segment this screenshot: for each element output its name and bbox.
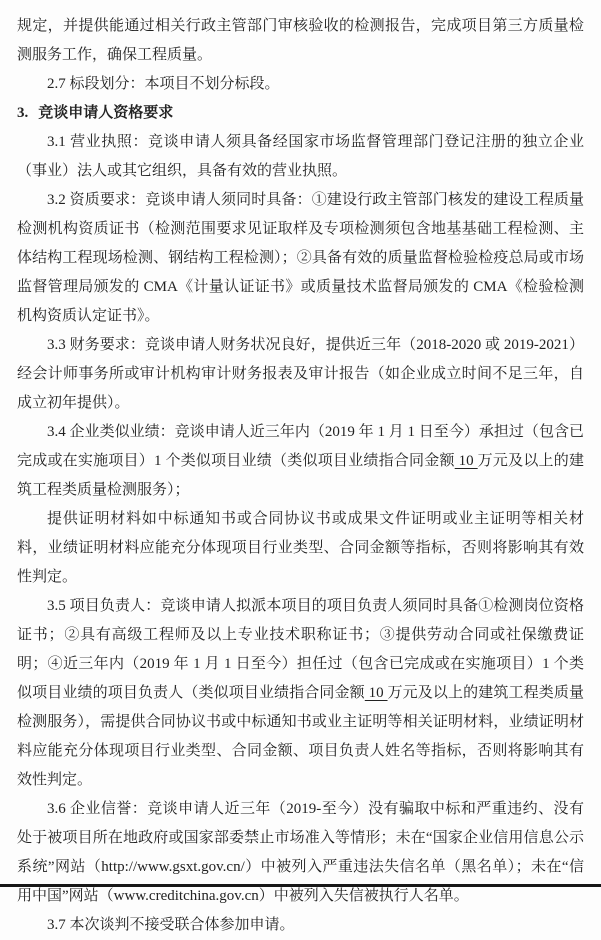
text-run: 3.5 项目负责人：竞谈申请人拟派本项目的项目负责人须同时具备①检测岗位资格证书；②具有高级工程师及以上专业技术职称证书；③提供劳动合同或社保缴费证明；④近三年内（2019 年 1 月 1 日至今）担任过（包含已完成或在实施项目）1 个类似项目业绩的项目负责人（类似项目业绩指合同金额 [17,598,584,701]
section-3-title: 竞谈申请人资格要求 [38,105,174,121]
clause-3-3-financial: 3.3 财务要求：竞谈申请人财务状况良好，提供近三年（2018-2020 或 2019-2021）经会计师事务所或审计机构审计财务报表及审计报告（如企业成立时间不足三年，自成立初年提供）。 [17,337,584,411]
paragraph-continuation: 规定，并提供能通过相关行政主管部门审核验收的检测报告，完成项目第三方质量检测服务工作，确保工程质量。 [17,18,584,63]
page-bottom-rule [0,884,601,887]
clause-3-1-business-license: 3.1 营业执照：竞谈申请人须具备经国家市场监督管理部门登记注册的独立企业（事业）法人或其它组织，具备有效的营业执照。 [17,134,584,179]
clause-3-6-credit: 3.6 企业信誉：竞谈申请人近三年（2019-至今）没有骗取中标和严重违约、没有处于被项目所在地政府或国家部委禁止市场准入等情形；未在“国家企业信用信息公示系统”网站（http://www.gsxt.gov.cn/）中被列入严重违法失信名单（黑名单）；未在“信用中国”网站（www.creditchina.gov.cn）中被列入失信被执行人名单。 [17,801,584,904]
text-run: 万元及以上的建筑工程类质量检测服务），需提供合同协议书或中标通知书或业主证明等相关证明材料，业绩证明材料应能充分体现项目行业类型、合同金额、项目负责人姓名等指标，否则将影响其有效性判定。 [17,685,584,788]
clause-3-5-project-manager [17,592,584,795]
clause-3-4-similar-performance [17,418,584,505]
text-run: 3.4 企业类似业绩：竞谈申请人近三年内（2019 年 1 月 1 日至今）承担过（包含已完成或在实施项目）1 个类似项目业绩（类似项目业绩指合同金额 [17,424,584,469]
clause-2-7-lot-division: 2.7 标段划分：本项目不划分标段。 [47,76,280,92]
section-3-heading [17,99,584,128]
underlined-amount: 10 [364,685,388,701]
text-run: 万元及以上的建筑工程类质量检测服务）； [17,453,584,498]
underlined-amount: 10 [454,453,478,469]
clause-3-4-evidence-materials: 提供证明材料如中标通知书或合同协议书或成果文件证明或业主证明等相关材料，业绩证明材料应能充分体现项目行业类型、合同金额等指标，否则将影响其有效性判定。 [17,511,584,585]
section-3-number: 3. [17,105,29,121]
clause-3-7-no-consortium: 3.7 本次谈判不接受联合体参加申请。 [47,917,295,933]
clause-3-2-qualification: 3.2 资质要求：竞谈申请人须同时具备：①建设行政主管部门核发的建设工程质量检测机构资质证书（检测范围要求见证取样及专项检测须包含地基基础工程检测、主体结构工程现场检测、钢结构工程检测）；②具备有效的质量监督检验检疫总局或市场监督管理局颁发的 CMA《计量认证证书》或质量技术监督局颁发的 CMA《检验检测机构资质认定证书》。 [17,192,584,324]
